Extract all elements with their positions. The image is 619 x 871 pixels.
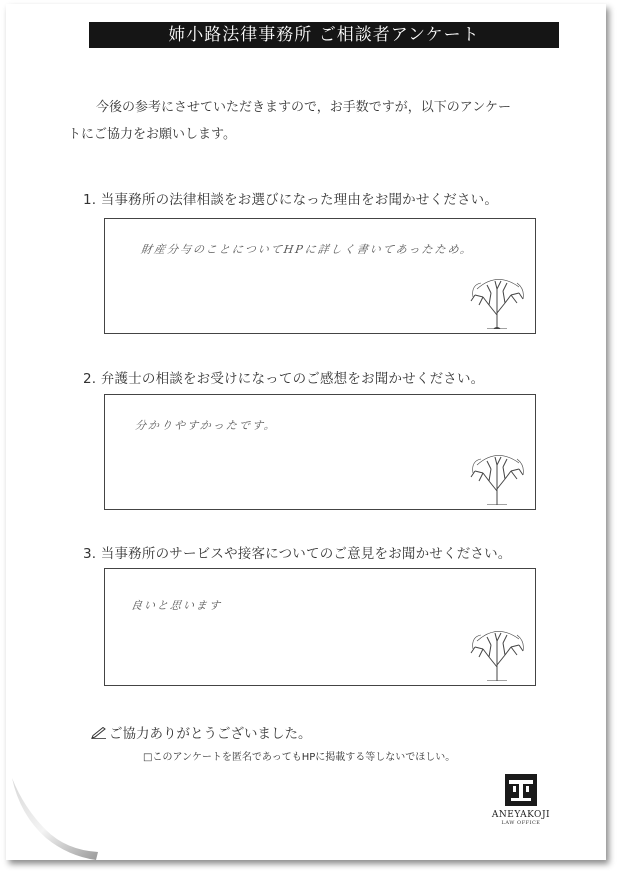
tree-icon — [467, 627, 527, 681]
logo-subtitle: LAW OFFICE — [501, 820, 541, 826]
thanks-text: ご協力ありがとうございました。 — [109, 726, 312, 742]
thanks-message — [91, 722, 312, 742]
intro-line-1: 今後の参考にさせていただきますので，お手数ですが，以下のアンケー — [96, 100, 511, 115]
answer-box-1 — [104, 218, 536, 334]
page-title: 姉小路法律事務所 ご相談者アンケート — [89, 22, 559, 48]
logo-mark-icon — [503, 772, 539, 808]
intro-text — [68, 94, 572, 148]
intro-line-2: トにご協力をお願いします。 — [68, 127, 236, 142]
anonymity-note: □このアンケートを匿名であってもHPに掲載する等しないでほしい。 — [143, 752, 456, 763]
answer-box-3 — [104, 568, 536, 686]
question-1-label: 1. 当事務所の法律相談をお選びになった理由をお聞かせください。 — [83, 192, 499, 208]
question-3-label: 3. 当事務所のサービスや接客についてのご意見をお聞かせください。 — [83, 546, 512, 562]
answer-1-handwriting: 財産分与のことについてHPに詳しく書いてあったため。 — [140, 243, 475, 256]
page-curl-decoration — [6, 760, 106, 860]
office-logo — [491, 772, 551, 826]
answer-2-handwriting: 分かりやすかったです。 — [134, 419, 278, 432]
question-2-label: 2. 弁護士の相談をお受けになってのご感想をお聞かせください。 — [83, 371, 485, 387]
logo-name: ANEYAKOJI — [491, 810, 551, 820]
tree-icon — [467, 275, 527, 329]
survey-page — [6, 4, 606, 860]
answer-3-handwriting: 良いと思います — [130, 599, 223, 612]
answer-box-2 — [104, 394, 536, 510]
pencil-icon — [91, 727, 107, 739]
tree-icon — [467, 451, 527, 505]
